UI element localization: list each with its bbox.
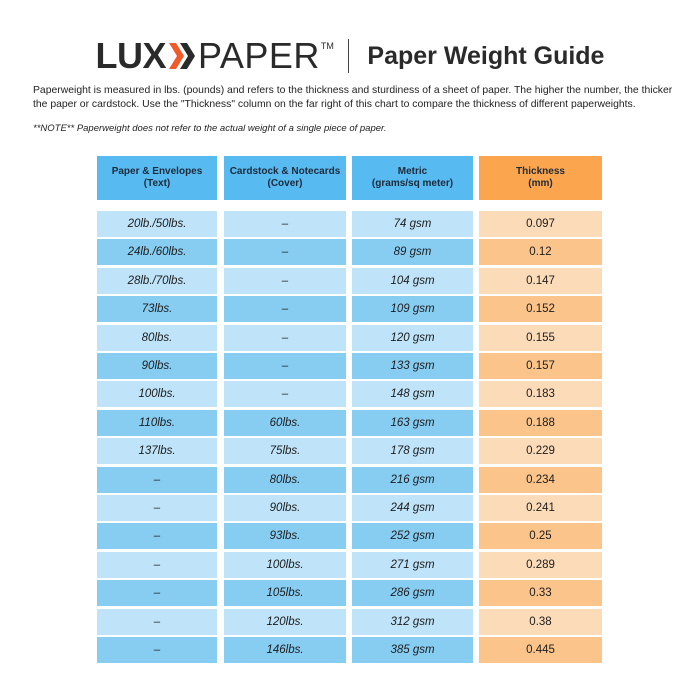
column-header-paper-envelopes: Paper & Envelopes (Text) [97,156,217,200]
table-row [0,637,700,663]
thickness-cell: 0.289 [479,552,602,578]
table-row [0,353,700,379]
luxpaper-logo [96,36,334,76]
table-row [0,580,700,606]
cardstock-weight-cell: – [224,268,346,294]
cardstock-weight-cell: – [224,211,346,237]
cardstock-weight-cell: 75lbs. [224,438,346,464]
metric-cell: 244 gsm [352,495,473,521]
thickness-cell: 0.188 [479,410,602,436]
paper-weight-cell: 28lb./70lbs. [97,268,217,294]
metric-cell: 271 gsm [352,552,473,578]
cardstock-weight-cell: 80lbs. [224,467,346,493]
table-row [0,239,700,265]
thickness-cell: 0.12 [479,239,602,265]
intro-paragraph: Paperweight is measured in lbs. (pounds) and refers to the thickness and sturdiness of a sheet of paper. The higher the number, the thicker the paper or cardstock. Use the "Thickness" column on the far right of this chart to compare the thickness of different paperweights. [33,85,673,110]
paper-weight-cell: – [97,495,217,521]
metric-cell: 163 gsm [352,410,473,436]
metric-cell: 385 gsm [352,637,473,663]
cardstock-weight-cell: – [224,325,346,351]
cardstock-weight-cell: – [224,239,346,265]
cardstock-weight-cell: 146lbs. [224,637,346,663]
cardstock-weight-cell: – [224,381,346,407]
table-row [0,495,700,521]
logo-lux-text: LUX [95,35,167,76]
thickness-cell: 0.183 [479,381,602,407]
paper-weight-cell: 20lb./50lbs. [97,211,217,237]
paper-weight-cell: – [97,580,217,606]
cardstock-weight-cell: 60lbs. [224,410,346,436]
metric-cell: 74 gsm [352,211,473,237]
table-row [0,381,700,407]
metric-cell: 216 gsm [352,467,473,493]
paper-weight-cell: 80lbs. [97,325,217,351]
cardstock-weight-cell: 90lbs. [224,495,346,521]
thickness-cell: 0.38 [479,609,602,635]
thickness-cell: 0.234 [479,467,602,493]
thickness-cell: 0.147 [479,268,602,294]
thickness-cell: 0.157 [479,353,602,379]
logo-paper-text: PAPER [198,35,320,76]
column-header-thickness: Thickness (mm) [479,156,602,200]
paper-weight-cell: 110lbs. [97,410,217,436]
header-divider [348,39,350,73]
thickness-cell: 0.445 [479,637,602,663]
paper-weight-cell: – [97,609,217,635]
metric-cell: 286 gsm [352,580,473,606]
table-row [0,467,700,493]
paper-weight-cell: – [97,637,217,663]
cardstock-weight-cell: 120lbs. [224,609,346,635]
cardstock-weight-cell: – [224,296,346,322]
column-header-metric: Metric (grams/sq meter) [352,156,473,200]
thickness-cell: 0.25 [479,523,602,549]
thickness-cell: 0.33 [479,580,602,606]
table-row [0,609,700,635]
table-row [0,211,700,237]
paper-weight-cell: 73lbs. [97,296,217,322]
thickness-cell: 0.152 [479,296,602,322]
logo-trademark: TM [320,41,334,51]
metric-cell: 104 gsm [352,268,473,294]
paper-weight-cell: 137lbs. [97,438,217,464]
metric-cell: 133 gsm [352,353,473,379]
paper-weight-cell: 90lbs. [97,353,217,379]
cardstock-weight-cell: 100lbs. [224,552,346,578]
metric-cell: 178 gsm [352,438,473,464]
metric-cell: 252 gsm [352,523,473,549]
paper-weight-cell: – [97,552,217,578]
logo-x-icon [167,41,197,71]
cardstock-weight-cell: – [224,353,346,379]
table-row [0,296,700,322]
table-row [0,523,700,549]
thickness-cell: 0.155 [479,325,602,351]
table-row [0,325,700,351]
header [0,36,700,76]
thickness-cell: 0.241 [479,495,602,521]
cardstock-weight-cell: 105lbs. [224,580,346,606]
paper-weight-cell: – [97,467,217,493]
page-title: Paper Weight Guide [367,41,605,70]
paper-weight-cell: – [97,523,217,549]
metric-cell: 120 gsm [352,325,473,351]
table-row [0,410,700,436]
metric-cell: 89 gsm [352,239,473,265]
paper-weight-cell: 24lb./60lbs. [97,239,217,265]
thickness-cell: 0.097 [479,211,602,237]
thickness-cell: 0.229 [479,438,602,464]
table-row [0,438,700,464]
column-header-cardstock-notecards: Cardstock & Notecards (Cover) [224,156,346,200]
metric-cell: 148 gsm [352,381,473,407]
cardstock-weight-cell: 93lbs. [224,523,346,549]
paper-weight-cell: 100lbs. [97,381,217,407]
table-row [0,552,700,578]
metric-cell: 109 gsm [352,296,473,322]
table-row [0,268,700,294]
metric-cell: 312 gsm [352,609,473,635]
note-text: **NOTE** Paperweight does not refer to the actual weight of a single piece of paper. [33,123,387,134]
